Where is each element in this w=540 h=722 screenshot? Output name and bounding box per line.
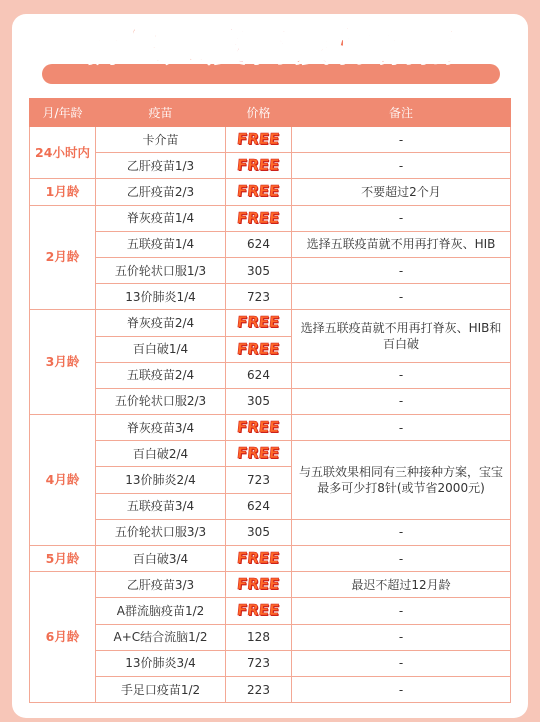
free-badge: FREE — [236, 444, 281, 463]
header-age: 月/年龄 — [30, 99, 96, 127]
vaccine-cell: 脊灰疫苗2/4 — [96, 310, 226, 336]
note-cell: - — [292, 127, 511, 153]
price-cell — [226, 519, 292, 545]
price-value: 624 — [247, 499, 270, 514]
table-row — [30, 310, 511, 336]
table-row — [30, 231, 511, 257]
table-row — [30, 388, 511, 414]
header-price: 价格 — [226, 99, 292, 127]
vaccine-cell: 五价轮状口服1/3 — [96, 257, 226, 283]
vaccine-cell: 13价肺炎2/4 — [96, 467, 226, 493]
vaccine-cell: A+C结合流脑1/2 — [96, 624, 226, 650]
price-cell — [226, 467, 292, 493]
price-cell — [226, 310, 292, 336]
note-cell: - — [292, 598, 511, 624]
price-value: 305 — [247, 394, 270, 409]
note-cell: 选择五联疫苗就不用再打脊灰、HIB — [292, 231, 511, 257]
merged-note-cell: 选择五联疫苗就不用再打脊灰、HIB和百白破 — [292, 310, 511, 362]
price-cell — [226, 179, 292, 205]
table-row — [30, 205, 511, 231]
table-row — [30, 362, 511, 388]
header-note: 备注 — [292, 99, 511, 127]
price-value: 723 — [247, 473, 270, 488]
free-badge: FREE — [236, 130, 281, 149]
price-cell — [226, 493, 292, 519]
merged-note-cell: 与五联效果相同有三种接种方案，宝宝最多可少打8针(或节省2000元) — [292, 441, 511, 520]
price-value: 723 — [247, 656, 270, 671]
table-row — [30, 415, 511, 441]
free-badge: FREE — [236, 156, 281, 175]
price-cell — [226, 336, 292, 362]
age-cell: 24小时内 — [30, 127, 96, 179]
free-badge: FREE — [236, 182, 281, 201]
note-cell: - — [292, 284, 511, 310]
price-value: 223 — [247, 682, 270, 697]
price-cell — [226, 676, 292, 702]
vaccine-cell: 乙肝疫苗1/3 — [96, 153, 226, 179]
price-cell — [226, 388, 292, 414]
vaccine-cell: 百白破1/4 — [96, 336, 226, 362]
age-cell: 3月龄 — [30, 310, 96, 415]
note-cell: 不要超过2个月 — [292, 179, 511, 205]
note-cell: 最迟不超过12月龄 — [292, 572, 511, 598]
free-badge: FREE — [236, 575, 281, 594]
price-cell — [226, 362, 292, 388]
table-row — [30, 676, 511, 702]
vaccine-cell: 乙肝疫苗2/3 — [96, 179, 226, 205]
price-cell — [226, 127, 292, 153]
table-row — [30, 598, 511, 624]
free-badge: FREE — [236, 549, 281, 568]
price-cell — [226, 546, 292, 572]
note-cell: - — [292, 388, 511, 414]
title-part-3: 接种指南 — [291, 24, 459, 70]
note-cell: - — [292, 362, 511, 388]
vaccine-cell: 五价轮状口服3/3 — [96, 519, 226, 545]
price-cell — [226, 153, 292, 179]
price-cell — [226, 441, 292, 467]
price-cell — [226, 415, 292, 441]
price-value: 128 — [247, 630, 270, 645]
price-value: 305 — [247, 263, 270, 278]
table-row — [30, 546, 511, 572]
price-cell — [226, 624, 292, 650]
price-value: 723 — [247, 289, 270, 304]
free-badge: FREE — [236, 339, 281, 358]
table-header-row — [30, 99, 511, 127]
free-badge: FREE — [236, 601, 281, 620]
title-part-1: 新生儿 — [81, 24, 207, 70]
note-cell: - — [292, 650, 511, 676]
price-cell — [226, 257, 292, 283]
free-badge: FREE — [236, 313, 281, 332]
note-cell: - — [292, 257, 511, 283]
note-cell: - — [292, 153, 511, 179]
age-cell: 1月龄 — [30, 179, 96, 205]
price-cell — [226, 572, 292, 598]
vaccine-cell: 五联疫苗3/4 — [96, 493, 226, 519]
table-row — [30, 153, 511, 179]
price-value: 305 — [247, 525, 270, 540]
age-cell: 4月龄 — [30, 415, 96, 546]
vaccine-cell: 五联疫苗1/4 — [96, 231, 226, 257]
age-cell: 5月龄 — [30, 546, 96, 572]
table-row — [30, 624, 511, 650]
age-cell: 2月龄 — [30, 205, 96, 310]
price-cell — [226, 598, 292, 624]
vaccine-cell: 脊灰疫苗3/4 — [96, 415, 226, 441]
price-cell — [226, 205, 292, 231]
table-row — [30, 441, 511, 467]
page-title — [0, 0, 540, 92]
header-vaccine: 疫苗 — [96, 99, 226, 127]
title-part-2: 疫苗 — [207, 24, 291, 70]
table-row — [30, 127, 511, 153]
vaccine-cell: 五价轮状口服2/3 — [96, 388, 226, 414]
vaccine-cell: 五联疫苗2/4 — [96, 362, 226, 388]
table-row — [30, 650, 511, 676]
vaccine-cell: A群流脑疫苗1/2 — [96, 598, 226, 624]
free-badge: FREE — [236, 208, 281, 227]
note-cell: - — [292, 415, 511, 441]
price-value: 624 — [247, 368, 270, 383]
table-row — [30, 284, 511, 310]
vaccine-cell: 脊灰疫苗1/4 — [96, 205, 226, 231]
vaccine-cell: 13价肺炎1/4 — [96, 284, 226, 310]
table-row — [30, 257, 511, 283]
price-cell — [226, 650, 292, 676]
free-badge: FREE — [236, 418, 281, 437]
price-cell — [226, 284, 292, 310]
title-text — [0, 22, 540, 72]
vaccine-cell: 卡介苗 — [96, 127, 226, 153]
price-cell — [226, 231, 292, 257]
note-cell: - — [292, 624, 511, 650]
price-value: 624 — [247, 237, 270, 252]
vaccine-schedule-table — [29, 98, 511, 703]
table-row — [30, 179, 511, 205]
vaccine-cell: 百白破3/4 — [96, 546, 226, 572]
vaccine-cell: 手足口疫苗1/2 — [96, 676, 226, 702]
note-cell: - — [292, 519, 511, 545]
vaccine-cell: 百白破2/4 — [96, 441, 226, 467]
note-cell: - — [292, 546, 511, 572]
note-cell: - — [292, 205, 511, 231]
table-body — [30, 127, 511, 703]
age-cell: 6月龄 — [30, 572, 96, 703]
note-cell: - — [292, 676, 511, 702]
table-row — [30, 572, 511, 598]
vaccine-cell: 13价肺炎3/4 — [96, 650, 226, 676]
vaccine-cell: 乙肝疫苗3/3 — [96, 572, 226, 598]
table-row — [30, 519, 511, 545]
